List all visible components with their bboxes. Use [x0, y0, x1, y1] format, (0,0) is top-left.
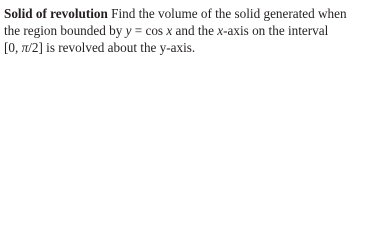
problem-line-1-text: Find the volume of the solid generated when	[107, 6, 347, 21]
interval-open: [0,	[4, 40, 22, 55]
math-variable-x-axis: x	[217, 23, 224, 38]
math-pi: π	[21, 40, 29, 55]
math-variable-x: x	[166, 23, 173, 38]
problem-line-3	[4, 39, 366, 56]
problem-heading: Solid of revolution	[4, 6, 108, 21]
math-equation: = cos	[131, 23, 167, 38]
problem-text	[4, 5, 366, 56]
math-variable-y: y	[125, 23, 132, 38]
problem-line-3-post: is revolved about the y-axis.	[42, 40, 196, 55]
problem-line-2-post: -axis on the interval	[223, 23, 329, 38]
problem-line-2	[4, 22, 366, 39]
problem-line-2-pre: the region bounded by	[4, 23, 126, 38]
interval-close: /2]	[28, 40, 43, 55]
problem-line-2-mid: and the	[172, 23, 218, 38]
problem-line-1	[4, 5, 366, 22]
